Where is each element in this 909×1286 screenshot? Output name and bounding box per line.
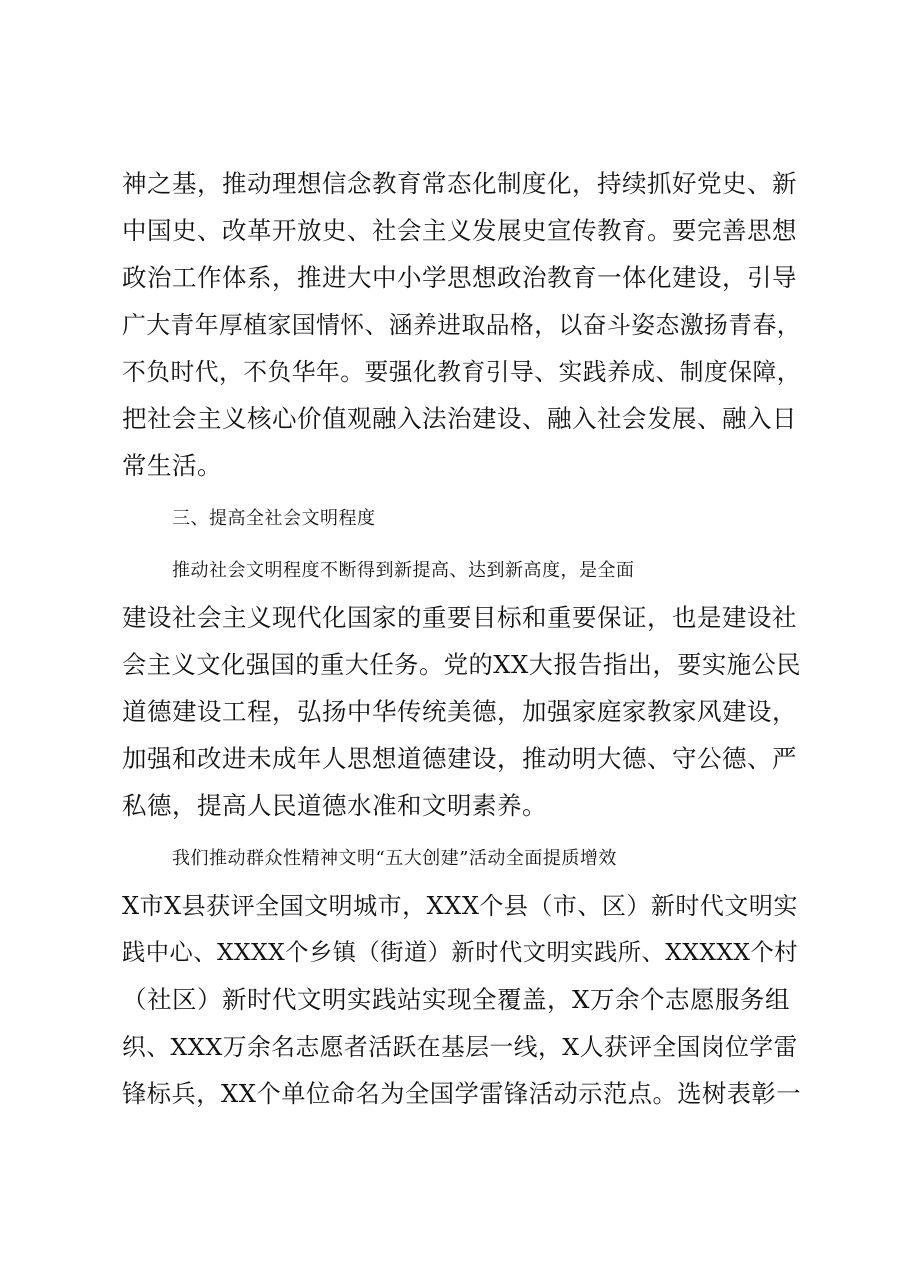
paragraph-line: 推动社会文明程度不断得到新提高、达到新高度，是全面 xyxy=(172,560,635,581)
paragraph-line: 广大青年厚植家国情怀、涵养进取品格，以奋斗姿态激扬青春， xyxy=(122,311,802,339)
paragraph-line: 我们推动群众性精神文明“五大创建”活动全面提质增效 xyxy=(172,848,617,869)
paragraph-line: （社区）新时代文明实践站实现全覆盖，X万余个志愿服务组 xyxy=(122,985,790,1014)
paragraph-line: 加强和改进未成年人思想道德建设，推动明大德、守公德、严 xyxy=(122,744,797,773)
paragraph-line: 道德建设工程，弘扬中华传统美德，加强家庭家教家风建设， xyxy=(122,697,797,726)
paragraph-line: 不负时代，不负华年。要强化教育引导、实践养成、制度保障， xyxy=(122,358,802,386)
paragraph-line: 锋标兵，XX个单位命名为全国学雷锋活动示范点。选树表彰一 xyxy=(122,1079,802,1108)
paragraph-line: 会主义文化强国的重大任务。党的XX大报告指出，要实施公民 xyxy=(122,650,802,679)
paragraph-line: 践中心、XXXX个乡镇（街道）新时代文明实践所、XXXXX个村 xyxy=(122,939,798,966)
paragraph-line: 织、XXX万余名志愿者活跃在基层一线，X人获评全国岗位学雷 xyxy=(122,1033,798,1061)
paragraph-line: 把社会主义核心价值观融入法治建设、融入社会发展、融入日 xyxy=(122,404,797,433)
paragraph-line: 神之基，推动理想信念教育常态化制度化，持续抓好党史、新 xyxy=(122,169,797,198)
paragraph-line: 政治工作体系，推进大中小学思想政治教育一体化建设，引导 xyxy=(122,263,797,292)
section-heading: 三、提高全社会文明程度 xyxy=(172,508,376,529)
paragraph-line: X市X县获评全国文明城市，XXX个县（市、区）新时代文明实 xyxy=(122,892,798,920)
paragraph-line: 常生活。 xyxy=(122,451,222,480)
paragraph-line: 建设社会主义现代化国家的重要目标和重要保证，也是建设社 xyxy=(122,603,797,632)
paragraph-line: 私德，提高人民道德水准和文明素养。 xyxy=(122,791,547,820)
paragraph-line: 中国史、改革开放史、社会主义发展史宣传教育。要完善思想 xyxy=(122,216,797,245)
